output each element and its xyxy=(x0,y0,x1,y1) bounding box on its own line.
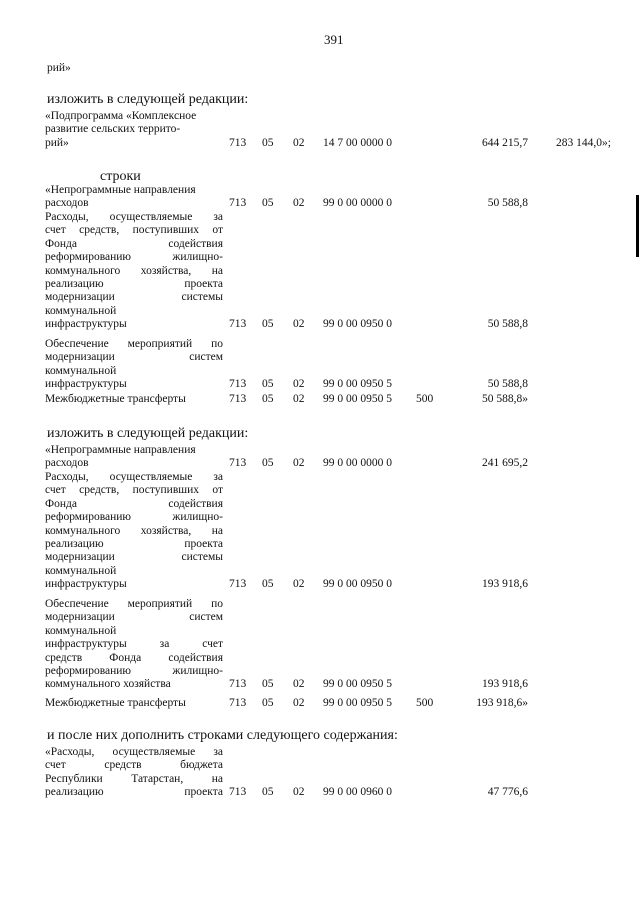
target-article-cell: 99 0 00 0950 0 xyxy=(323,318,392,331)
description-line: расходов xyxy=(45,197,89,210)
description-line: Межбюджетные трансферты xyxy=(45,393,186,405)
section-code-cell: 05 xyxy=(262,393,274,405)
description-line: «Подпрограмма «Комплексное xyxy=(45,110,197,122)
description-line: Фонда содействия xyxy=(45,497,223,510)
ministry-code-cell: 713 xyxy=(229,393,247,405)
description-line: счет средств, поступивших от xyxy=(45,484,223,497)
description-line: коммунального хозяйства xyxy=(45,678,171,691)
ministry-code-cell: 713 xyxy=(229,136,247,149)
description-line: реформированию жилищно- xyxy=(45,664,223,677)
amount-cell: 50 588,8 xyxy=(487,378,528,391)
section-code-cell: 05 xyxy=(262,197,274,210)
description-line: Расходы, осуществляемые за xyxy=(45,211,223,223)
ministry-code-cell: 713 xyxy=(229,678,247,691)
section-code-cell: 05 xyxy=(262,378,274,391)
description-line: модернизации систем xyxy=(45,611,223,624)
amount-cell: 50 588,8» xyxy=(482,393,528,405)
description-line: инфраструктуры xyxy=(45,318,127,331)
scan-edge-mark xyxy=(636,195,639,257)
description-line: счет средств, поступивших от xyxy=(45,224,223,237)
description-line: коммунального хозяйства, на xyxy=(45,524,223,537)
subsection-code-cell: 02 xyxy=(293,786,305,799)
ministry-code-cell: 713 xyxy=(229,457,247,470)
subsection-code-cell: 02 xyxy=(293,678,305,691)
description-line: коммунальной xyxy=(45,304,117,317)
description-line: коммунального хозяйства, на xyxy=(45,264,223,277)
section-code-cell: 05 xyxy=(262,136,274,149)
description-line: коммунальной xyxy=(45,364,117,377)
description-line: «Расходы, осуществляемые за xyxy=(45,746,223,758)
ministry-code-cell: 713 xyxy=(229,378,247,391)
description-line: коммунальной xyxy=(45,564,117,577)
description-line: Обеспечение мероприятий по xyxy=(45,598,223,610)
section-heading: строки xyxy=(100,169,141,184)
subsection-code-cell: 02 xyxy=(293,136,305,149)
target-article-cell: 99 0 00 0000 0 xyxy=(323,197,392,210)
description-line: рий» xyxy=(45,136,69,149)
amount-cell: 193 918,6» xyxy=(476,697,528,709)
section-code-cell: 05 xyxy=(262,457,274,470)
subsection-code-cell: 02 xyxy=(293,697,305,709)
description-line: реализацию проекта xyxy=(45,786,223,799)
expense-type-cell: 500 xyxy=(416,393,434,405)
ministry-code-cell: 713 xyxy=(229,578,247,591)
amount-cell: 241 695,2 xyxy=(482,457,528,470)
expense-type-cell: 500 xyxy=(416,697,434,709)
description-line: «Непрограммные направления xyxy=(45,184,196,196)
target-article-cell: 14 7 00 0000 0 xyxy=(323,136,392,149)
target-article-cell: 99 0 00 0960 0 xyxy=(323,786,392,799)
target-article-cell: 99 0 00 0950 5 xyxy=(323,697,392,709)
description-line: реализацию проекта xyxy=(45,277,223,290)
description-line: Межбюджетные трансферты xyxy=(45,697,186,709)
ministry-code-cell: 713 xyxy=(229,786,247,799)
amount-cell: 193 918,6 xyxy=(482,678,528,691)
subsection-code-cell: 02 xyxy=(293,393,305,405)
section-code-cell: 05 xyxy=(262,697,274,709)
description-line: инфраструктуры xyxy=(45,378,127,391)
description-line: инфраструктуры xyxy=(45,578,127,591)
ministry-code-cell: 713 xyxy=(229,197,247,210)
description-line: Обеспечение мероприятий по xyxy=(45,338,223,350)
amount-cell: 193 918,6 xyxy=(482,578,528,591)
description-line: счет средств бюджета xyxy=(45,759,223,772)
page-number: 391 xyxy=(324,32,344,47)
section-code-cell: 05 xyxy=(262,578,274,591)
row-description xyxy=(45,211,223,332)
section-code-cell: 05 xyxy=(262,318,274,331)
subsection-code-cell: 02 xyxy=(293,578,305,591)
row-description xyxy=(45,471,223,592)
target-article-cell: 99 0 00 0950 5 xyxy=(323,393,392,405)
description-line: реализацию проекта xyxy=(45,537,223,550)
description-line: развитие сельских террито- xyxy=(45,123,181,136)
section-code-cell: 05 xyxy=(262,786,274,799)
description-line: реформированию жилищно- xyxy=(45,511,223,524)
target-article-cell: 99 0 00 0000 0 xyxy=(323,457,392,470)
subsection-code-cell: 02 xyxy=(293,318,305,331)
ministry-code-cell: 713 xyxy=(229,697,247,709)
target-article-cell: 99 0 00 0950 5 xyxy=(323,678,392,691)
amount-cell: 644 215,7 xyxy=(482,136,528,149)
text-line: рий» xyxy=(47,62,71,74)
target-article-cell: 99 0 00 0950 5 xyxy=(323,378,392,391)
description-line: модернизации системы xyxy=(45,291,223,304)
section-heading: изложить в следующей редакции: xyxy=(47,426,249,441)
description-line: расходов xyxy=(45,457,89,470)
ministry-code-cell: 713 xyxy=(229,318,247,331)
description-line: Фонда содействия xyxy=(45,237,223,250)
subsection-code-cell: 02 xyxy=(293,457,305,470)
section-heading: изложить в следующей редакции: xyxy=(47,92,249,107)
description-line: инфраструктуры за счет xyxy=(45,638,223,651)
description-line: коммунальной xyxy=(45,624,117,637)
description-line: модернизации систем xyxy=(45,351,223,364)
amount-2-cell: 283 144,0»; xyxy=(556,136,611,149)
description-line: реформированию жилищно- xyxy=(45,251,223,264)
subsection-code-cell: 02 xyxy=(293,378,305,391)
amount-cell: 47 776,6 xyxy=(487,786,528,799)
description-line: средств Фонда содействия xyxy=(45,651,223,664)
target-article-cell: 99 0 00 0950 0 xyxy=(323,578,392,591)
subsection-code-cell: 02 xyxy=(293,197,305,210)
section-heading: и после них дополнить строками следующего содержания: xyxy=(47,728,398,743)
amount-cell: 50 588,8 xyxy=(487,197,528,210)
description-line: модернизации системы xyxy=(45,551,223,564)
amount-cell: 50 588,8 xyxy=(487,318,528,331)
section-code-cell: 05 xyxy=(262,678,274,691)
description-line: «Непрограммные направления xyxy=(45,444,196,456)
description-line: Республики Татарстан, на xyxy=(45,772,223,785)
description-line: Расходы, осуществляемые за xyxy=(45,471,223,483)
